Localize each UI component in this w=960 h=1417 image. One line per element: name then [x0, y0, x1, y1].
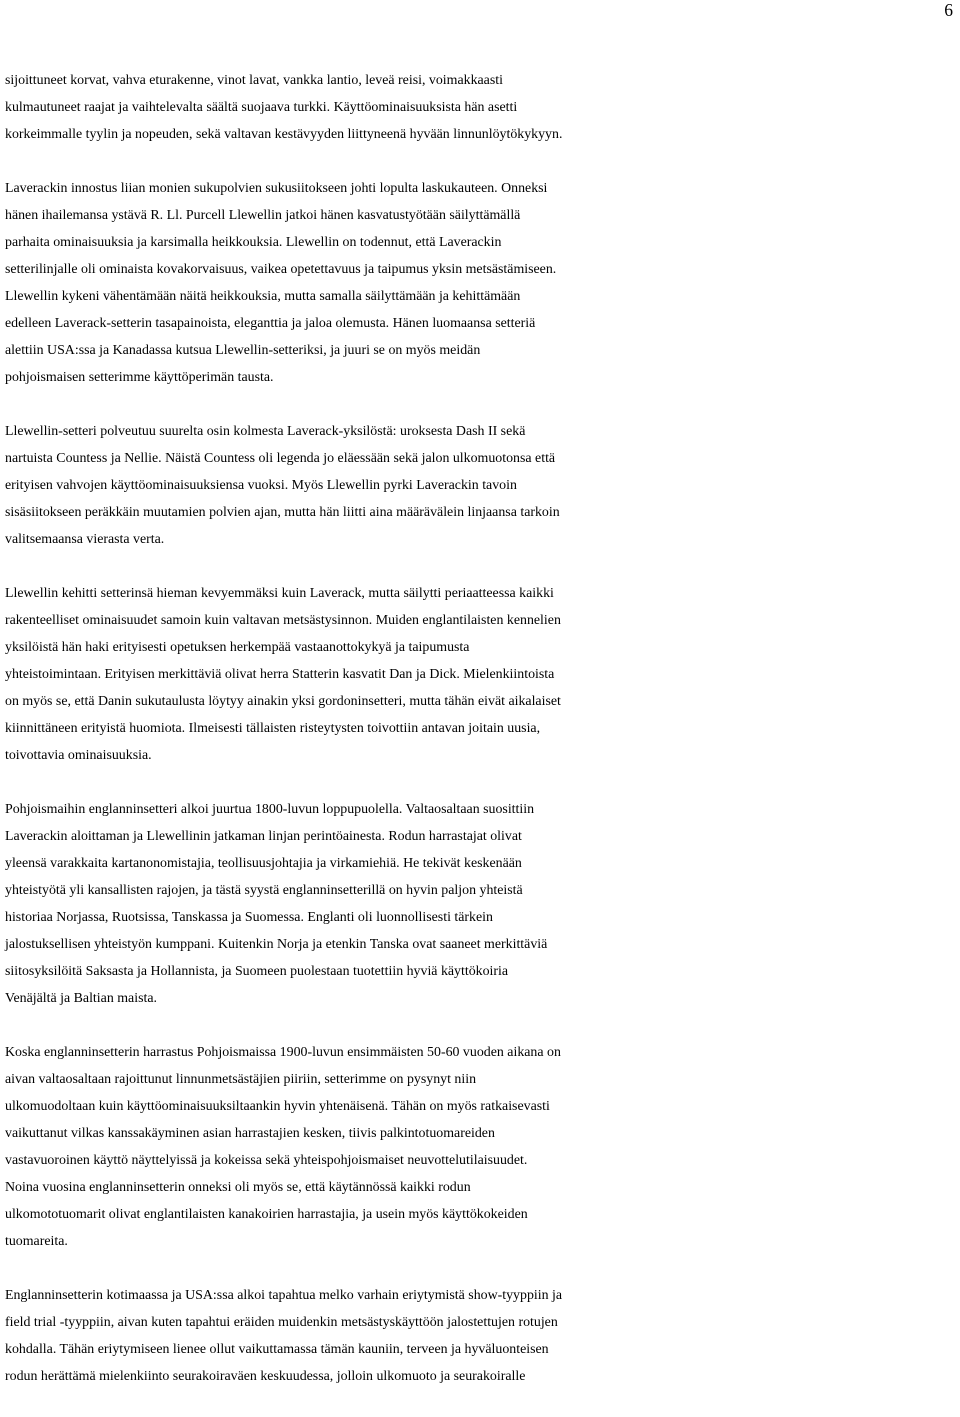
text-line: nartuista Countess ja Nellie. Näistä Countess oli legenda jo eläessään sekä jalon ulkomuotonsa että: [5, 451, 556, 466]
text-line: aivan valtaosaltaan rajoittunut linnunmetsästäjien piiriin, setterimme on pysynyt niin: [5, 1072, 477, 1087]
text-line: erityisen vahvojen käyttöominaisuuksiensa vuoksi. Myös Llewellin pyrki Laverackin tavoin: [5, 478, 517, 493]
paragraph-1: [5, 67, 957, 148]
text-line: sisäsiitokseen peräkkäin muutamien polvien ajan, mutta hän liitti aina määrävälein linjaansa tarkoin: [5, 505, 560, 520]
text-line: Llewellin kykeni vähentämään näitä heikkouksia, mutta samalla säilyttämään ja kehittämään: [5, 289, 521, 304]
text-line: vastavuoroinen käyttö näyttelyissä ja kokeissa sekä yhteispohjoismaiset neuvottelutilaisuudet.: [5, 1153, 528, 1168]
text-line: ulkomuodoltaan kuin käyttöominaisuuksiltaankin hyvin yhtenäisenä. Tähän on myös ratkaisevasti: [5, 1099, 550, 1114]
document-body: [5, 67, 957, 1417]
paragraph-4: [5, 580, 957, 769]
text-line: yleensä varakkaita kartanonomistajia, teollisuusjohtajia ja virkamiehiä. He tekivät keskenään: [5, 856, 522, 871]
text-line: historiaa Norjassa, Ruotsissa, Tanskassa ja Suomessa. Englanti oli luonnollisesti tärkein: [5, 910, 493, 925]
text-line: field trial -tyyppiin, aivan kuten tapahtui eräiden muidenkin metsästyskäyttöön jalostettujen rotujen: [5, 1315, 558, 1330]
text-line: kiinnittäneen erityistä huomiota. Ilmeisesti tällaisten risteytysten toivottiin antavan joitain uusia,: [5, 721, 541, 736]
text-line: kohdalla. Tähän eriytymiseen lienee ollut vaikuttamassa tämän kauniin, terveen ja hyväluonteisen: [5, 1342, 549, 1357]
text-line: ulkomototuomarit olivat englantilaisten kanakoirien harrastajia, ja usein myös käyttökokeiden: [5, 1207, 528, 1222]
text-line: vaikuttanut vilkas kanssakäyminen asian harrastajien kesken, tiivis palkintotuomareiden: [5, 1126, 495, 1141]
text-line: pohjoismaisen setterimme käyttöperimän tausta.: [5, 370, 274, 385]
text-line: yhteistyötä yli kansallisten rajojen, ja tästä syystä englanninsetterillä on hyvin paljon yhteistä: [5, 883, 523, 898]
page-number: 6: [944, 0, 953, 20]
text-line: yksilöistä hän haki erityisesti opetuksen herkempää vastaanottokykyä ja taipumusta: [5, 640, 470, 655]
text-line: Llewellin kehitti setterinsä hieman kevyemmäksi kuin Laverack, mutta säilytti periaatteessa kaikki: [5, 586, 554, 601]
text-line: Laverackin aloittaman ja Llewellinin jatkaman linjan perintöainesta. Rodun harrastajat olivat: [5, 829, 522, 844]
text-line: jalostuksellisen yhteistyön kumppani. Kuitenkin Norja ja etenkin Tanska ovat saaneet merkittäviä: [5, 937, 548, 952]
text-line: rakenteelliset ominaisuudet samoin kuin valtavan metsästysinnon. Muiden englantilaisten kennelien: [5, 613, 561, 628]
text-line: alettiin USA:ssa ja Kanadassa kutsua Llewellin-setteriksi, ja juuri se on myös meidän: [5, 343, 481, 358]
paragraph-6: [5, 1039, 957, 1255]
text-line: kulmautuneet raajat ja vaihtelevalta säältä suojaava turkki. Käyttöominaisuuksista hän asetti: [5, 100, 518, 115]
text-line: sijoittuneet korvat, vahva eturakenne, vinot lavat, vankka lantio, leveä reisi, voimakkaasti: [5, 73, 503, 88]
paragraph-2: [5, 175, 957, 391]
text-line: Laverackin innostus liian monien sukupolvien sukusiitokseen johti lopulta laskukauteen. Onneksi: [5, 181, 548, 196]
text-line: Englanninsetterin kotimaassa ja USA:ssa alkoi tapahtua melko varhain eriytymistä show-tyyppiin ja: [5, 1288, 563, 1303]
text-line: valitsemaansa vierasta verta.: [5, 532, 165, 547]
text-line: rodun herättämä mielenkiinto seurakoiraväen keskuudessa, jolloin ulkomuoto ja seurakoiralle: [5, 1369, 526, 1384]
text-line: Koska englanninsetterin harrastus Pohjoismaissa 1900-luvun ensimmäisten 50-60 vuoden aikana on: [5, 1045, 561, 1060]
paragraph-5: [5, 796, 957, 1012]
text-line: Pohjoismaihin englanninsetteri alkoi juurtua 1800-luvun loppupuolella. Valtaosaltaan suosittiin: [5, 802, 535, 817]
text-line: yhteistoimintaan. Erityisen merkittäviä olivat herra Statterin kasvatit Dan ja Dick. Mielenkiintoista: [5, 667, 555, 682]
text-line: parhaita ominaisuuksia ja karsimalla heikkouksia. Llewellin on todennut, että Laverackin: [5, 235, 502, 250]
text-line: tuomareita.: [5, 1234, 68, 1249]
text-line: edelleen Laverack-setterin tasapainoista, eleganttia ja jaloa olemusta. Hänen luomaansa setteriä: [5, 316, 536, 331]
paragraph-7: [5, 1282, 957, 1390]
text-line: on myös se, että Danin sukutaulusta löytyy ainakin yksi gordoninsetteri, mutta tähän eivät aikalaiset: [5, 694, 561, 709]
text-line: korkeimmalle tyylin ja nopeuden, sekä valtavan kestävyyden liittyneenä hyvään linnunlöytökykyyn.: [5, 127, 563, 142]
text-line: siitosyksilöitä Saksasta ja Hollannista, ja Suomeen puolestaan tuotettiin hyviä käyttökoiria: [5, 964, 509, 979]
text-line: Noina vuosina englanninsetterin onneksi oli myös se, että käytännössä kaikki rodun: [5, 1180, 471, 1195]
text-line: Llewellin-setteri polveutuu suurelta osin kolmesta Laverack-yksilöstä: uroksesta Dash II sekä: [5, 424, 526, 439]
text-line: toivottavia ominaisuuksia.: [5, 748, 152, 763]
text-line: hänen ihailemansa ystävä R. Ll. Purcell Llewellin jatkoi hänen kasvatustyötään säilyttämällä: [5, 208, 521, 223]
paragraph-3: [5, 418, 957, 553]
text-line: setterilinjalle oli ominaista kovakorvaisuus, vaikea opetettavuus ja taipumus yksin metsästämiseen.: [5, 262, 557, 277]
text-line: Venäjältä ja Baltian maista.: [5, 991, 157, 1006]
